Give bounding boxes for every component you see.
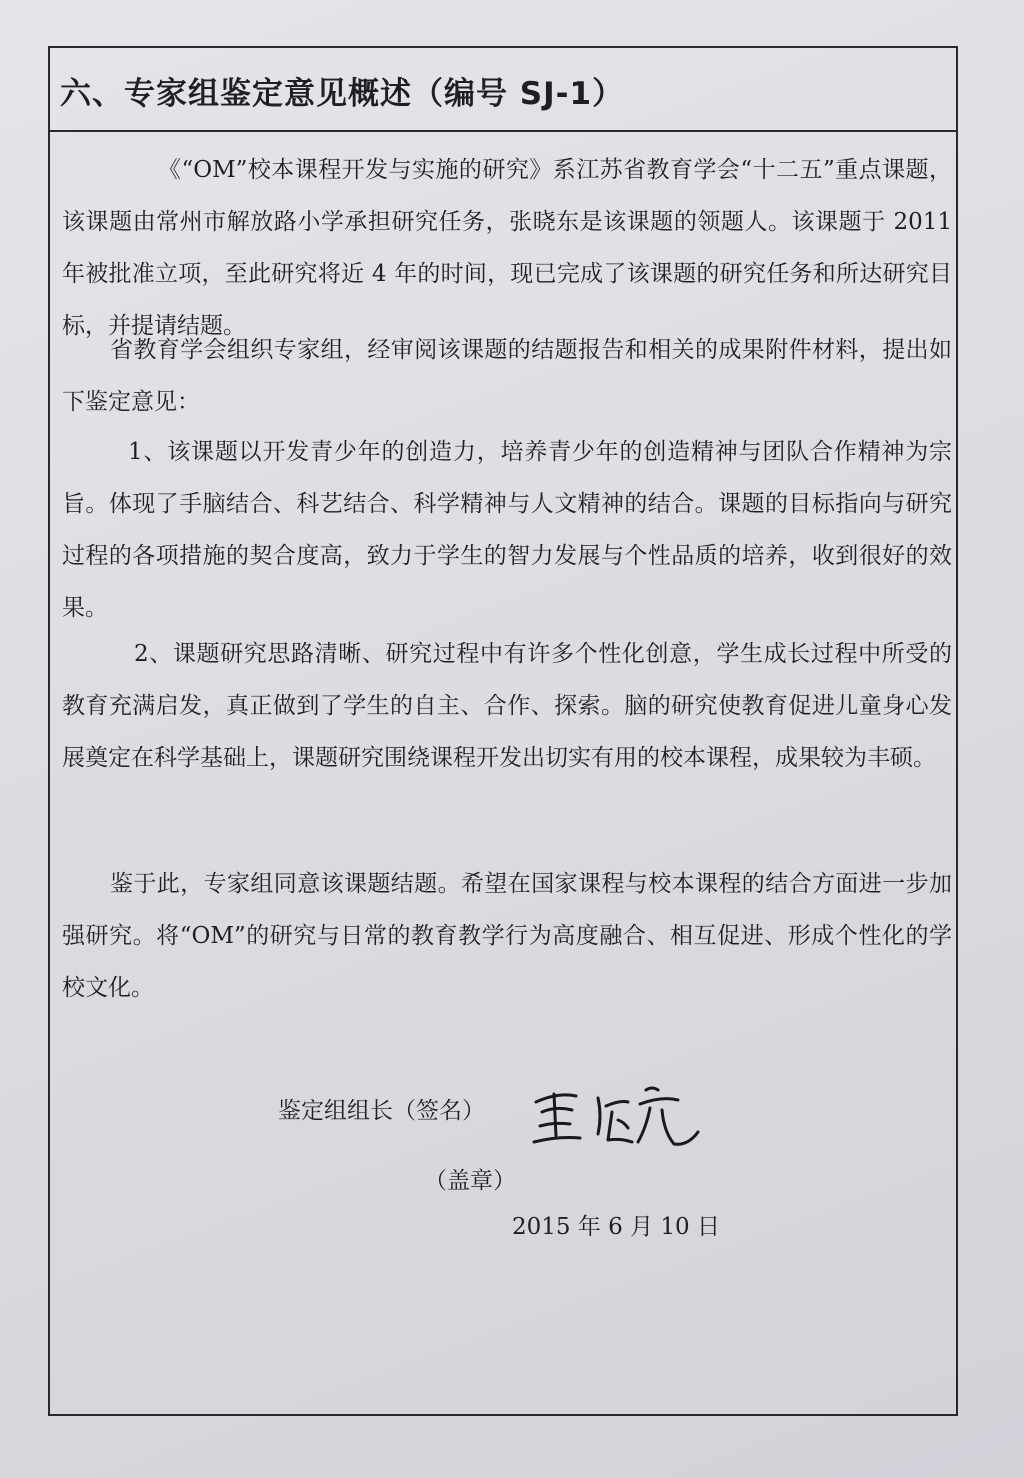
section-title: 六、专家组鉴定意见概述（编号 SJ-1） — [60, 76, 625, 112]
handwritten-signature — [528, 1072, 708, 1162]
leader-signature-label: 鉴定组组长（签名） — [278, 1098, 485, 1124]
signoff-date: 2015 年 6 月 10 日 — [512, 1214, 720, 1240]
paragraph-review: 省教育学会组织专家组，经审阅该课题的结题报告和相关的成果附件材料，提出如下鉴定意见： — [62, 337, 952, 415]
section-header — [50, 48, 956, 132]
seal-label: （盖章） — [424, 1168, 516, 1194]
paragraph-conclusion: 鉴于此，专家组同意该课题结题。希望在国家课程与校本课程的结合方面进一步加强研究。将“OM”的研究与日常的教育教学行为高度融合、相互促进、形成个性化的学校文化。 — [62, 871, 952, 1001]
form-frame — [48, 46, 958, 1416]
paragraph-intro: 《“OM”校本课程开发与实施的研究》系江苏省教育学会“十二五”重点课题，该课题由常州市解放路小学承担研究任务，张晓东是该课题的领题人。该课题于 2011 年被批准立项，至此研究将近 4 年的时间，现已完成了该课题的研究任务和所达研究目标，并提请结题。 — [62, 157, 952, 339]
paragraph-opinion-1: 1、该课题以开发青少年的创造力，培养青少年的创造精神与团队合作精神为宗旨。体现了手脑结合、科艺结合、科学精神与人文精神的结合。课题的目标指向与研究过程的各项措施的契合度高，致力于学生的智力发展与个性品质的培养，收到很好的效果。 — [62, 439, 952, 621]
paragraph-opinion-2: 2、课题研究思路清晰、研究过程中有许多个性化创意，学生成长过程中所受的教育充满启发，真正做到了学生的自主、合作、探索。脑的研究使教育促进儿童身心发展奠定在科学基础上，课题研究围绕课程开发出切实有用的校本课程，成果较为丰硕。 — [62, 641, 952, 771]
